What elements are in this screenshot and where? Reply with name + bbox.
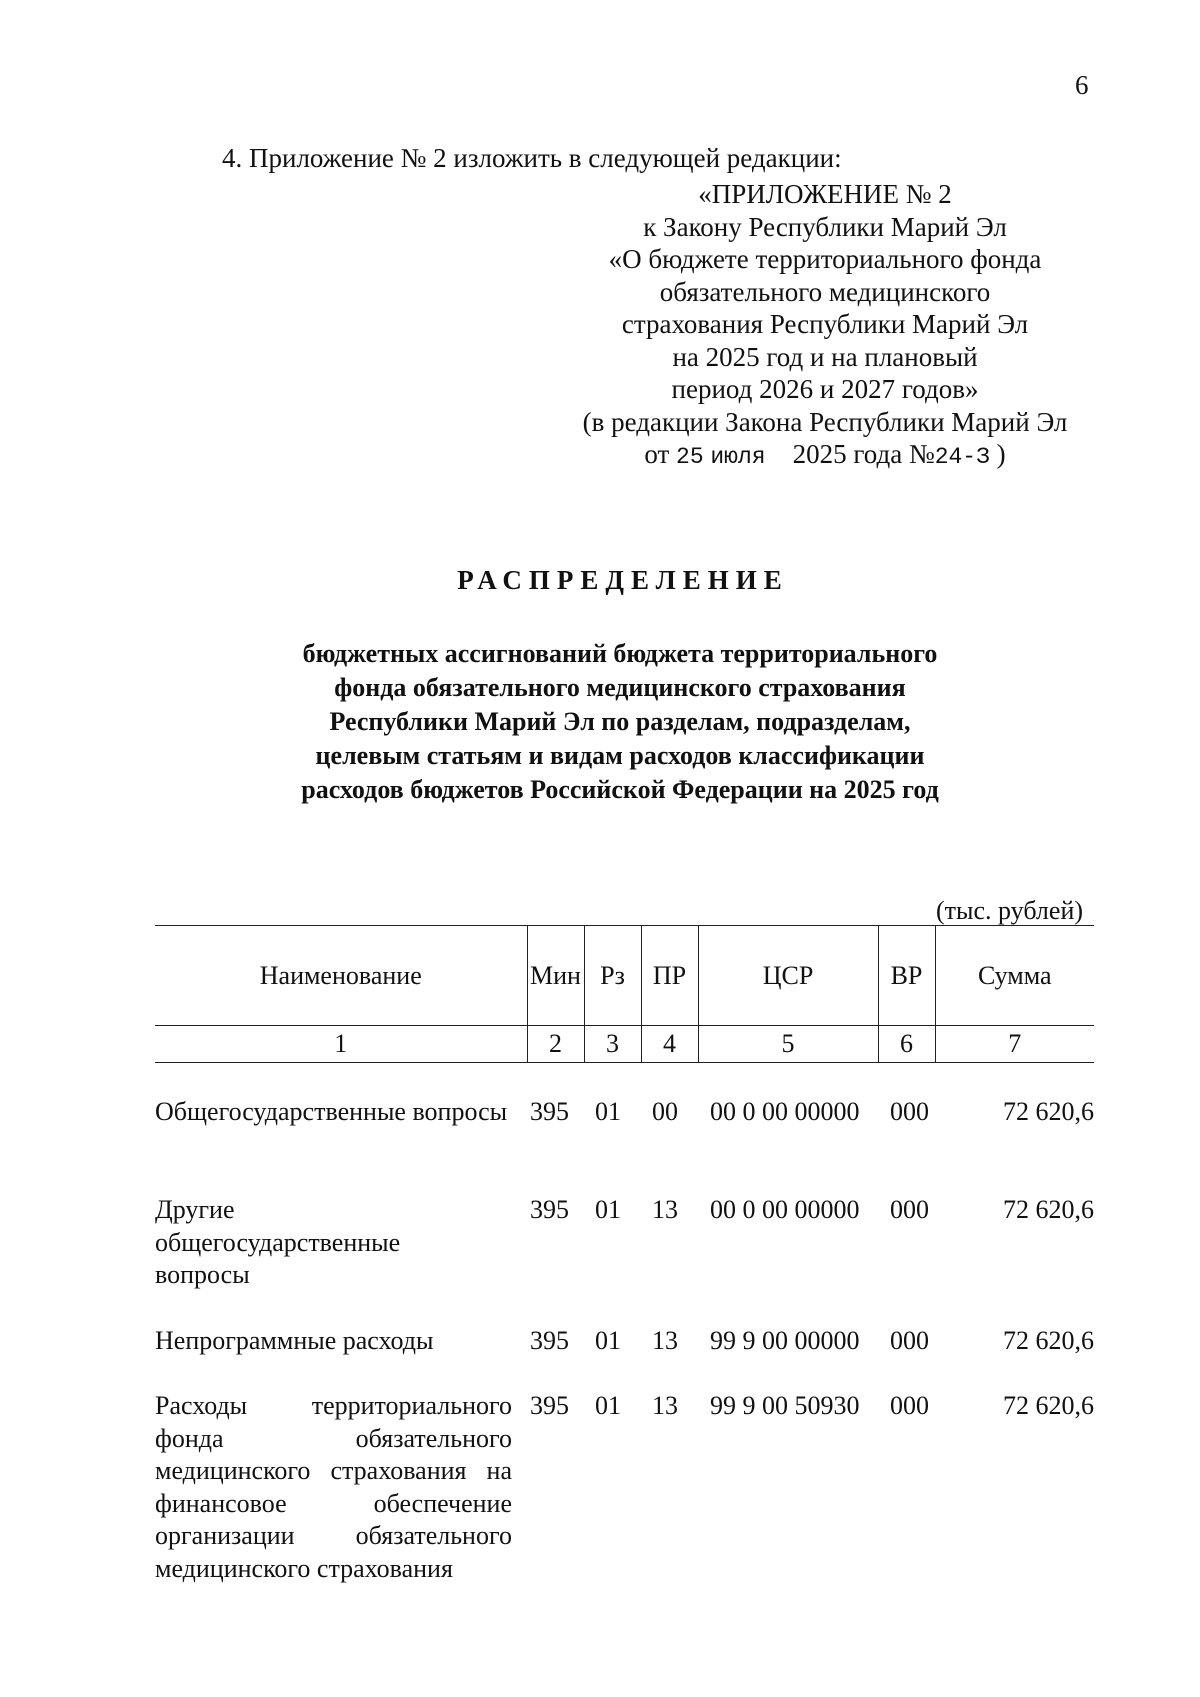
subtitle-line: бюджетных ассигнований бюджета территориального bbox=[302, 639, 938, 668]
appendix-line: к Закону Республики Марий Эл bbox=[643, 211, 1007, 242]
row-pr: 00 bbox=[652, 1097, 678, 1126]
appendix-line: «ПРИЛОЖЕНИЕ № 2 bbox=[698, 179, 952, 209]
row-vr: 000 bbox=[890, 1326, 929, 1355]
row-sum: 72 620,6 bbox=[1003, 1326, 1094, 1355]
appendix-line: обязательного медицинского bbox=[659, 276, 991, 307]
row-min: 395 bbox=[530, 1391, 569, 1420]
row-pr: 13 bbox=[652, 1195, 678, 1224]
row-rz: 01 bbox=[595, 1097, 621, 1126]
subtitle-line: расходов бюджетов Российской Федерации на 2025 год bbox=[301, 775, 939, 804]
units-label: (тыс. рублей) bbox=[936, 896, 1084, 925]
table-row bbox=[155, 1194, 1094, 1296]
row-sum: 72 620,6 bbox=[1003, 1391, 1094, 1420]
row-sum: 72 620,6 bbox=[1003, 1195, 1094, 1224]
appendix-line: «О бюджете территориального фонда bbox=[608, 244, 1042, 274]
row-vr: 000 bbox=[890, 1097, 929, 1126]
row-min: 395 bbox=[530, 1326, 569, 1355]
date-day: 25 bbox=[676, 444, 704, 470]
column-number: 5 bbox=[698, 1026, 878, 1063]
appendix-date-line bbox=[555, 438, 1095, 474]
row-name: Непрограммные расходы bbox=[155, 1326, 434, 1355]
row-name: Общегосударственные вопросы bbox=[155, 1097, 508, 1126]
date-month: июля bbox=[710, 444, 766, 470]
header-rz: Рз bbox=[584, 926, 641, 1026]
row-vr: 000 bbox=[890, 1391, 929, 1420]
page-number: 6 bbox=[1075, 70, 1089, 100]
row-pr: 13 bbox=[652, 1326, 678, 1355]
row-rz: 01 bbox=[595, 1326, 621, 1355]
row-min: 395 bbox=[530, 1097, 569, 1126]
subtitle-line: фонда обязательного медицинского страхования bbox=[334, 673, 906, 702]
appendix-line: (в редакции Закона Республики Марий Эл bbox=[582, 406, 1068, 437]
header-name: Наименование bbox=[155, 926, 527, 1026]
date-suffix: ) bbox=[996, 439, 1006, 469]
table-header bbox=[155, 925, 1094, 1063]
appendix-line: на 2025 год и на плановый bbox=[672, 341, 978, 372]
row-csr: 00 0 00 00000 bbox=[710, 1195, 860, 1224]
subtitle-line: целевым статьям и видам расходов классификации bbox=[315, 741, 925, 770]
header-pr: ПР bbox=[641, 926, 698, 1026]
date-year: 2025 года № bbox=[792, 439, 935, 469]
date-prefix: от bbox=[644, 439, 670, 469]
row-pr: 13 bbox=[652, 1391, 678, 1420]
appendix-header bbox=[555, 178, 1095, 474]
column-number: 6 bbox=[878, 1026, 935, 1063]
row-name: Расходы территориального фонда обязательного медицинского страхования на финансовое обеспечение организации обязательного медицинского страхования bbox=[155, 1391, 512, 1583]
document-subtitle bbox=[240, 637, 1000, 807]
table-row bbox=[155, 1096, 1094, 1166]
column-number: 3 bbox=[584, 1026, 641, 1063]
table-row bbox=[155, 1325, 1094, 1361]
column-number: 7 bbox=[935, 1026, 1094, 1063]
document-title: РАСПРЕДЕЛЕНИЕ bbox=[457, 565, 789, 595]
table-row bbox=[155, 1390, 1094, 1590]
row-vr: 000 bbox=[890, 1195, 929, 1224]
row-rz: 01 bbox=[595, 1195, 621, 1224]
header-vr: ВР bbox=[878, 926, 935, 1026]
column-number: 4 bbox=[641, 1026, 698, 1063]
row-name: Другие общегосударственные вопросы bbox=[155, 1195, 401, 1289]
row-rz: 01 bbox=[595, 1391, 621, 1420]
row-sum: 72 620,6 bbox=[1003, 1097, 1094, 1126]
column-number: 1 bbox=[155, 1026, 527, 1063]
header-min: Мин bbox=[527, 926, 584, 1026]
row-csr: 99 9 00 00000 bbox=[710, 1326, 860, 1355]
header-csr: ЦСР bbox=[698, 926, 878, 1026]
row-csr: 00 0 00 00000 bbox=[710, 1097, 860, 1126]
law-number: 24-З bbox=[934, 444, 990, 470]
column-number: 2 bbox=[527, 1026, 584, 1063]
header-sum: Сумма bbox=[935, 926, 1094, 1026]
appendix-line: страхования Республики Марий Эл bbox=[621, 309, 1029, 339]
row-csr: 99 9 00 50930 bbox=[710, 1391, 860, 1420]
subtitle-line: Республики Марий Эл по разделам, подразделам, bbox=[329, 707, 911, 736]
row-min: 395 bbox=[530, 1195, 569, 1224]
amendment-intro: 4. Приложение № 2 изложить в следующей редакции: bbox=[222, 143, 842, 173]
appendix-line: период 2026 и 2027 годов» bbox=[671, 374, 979, 404]
